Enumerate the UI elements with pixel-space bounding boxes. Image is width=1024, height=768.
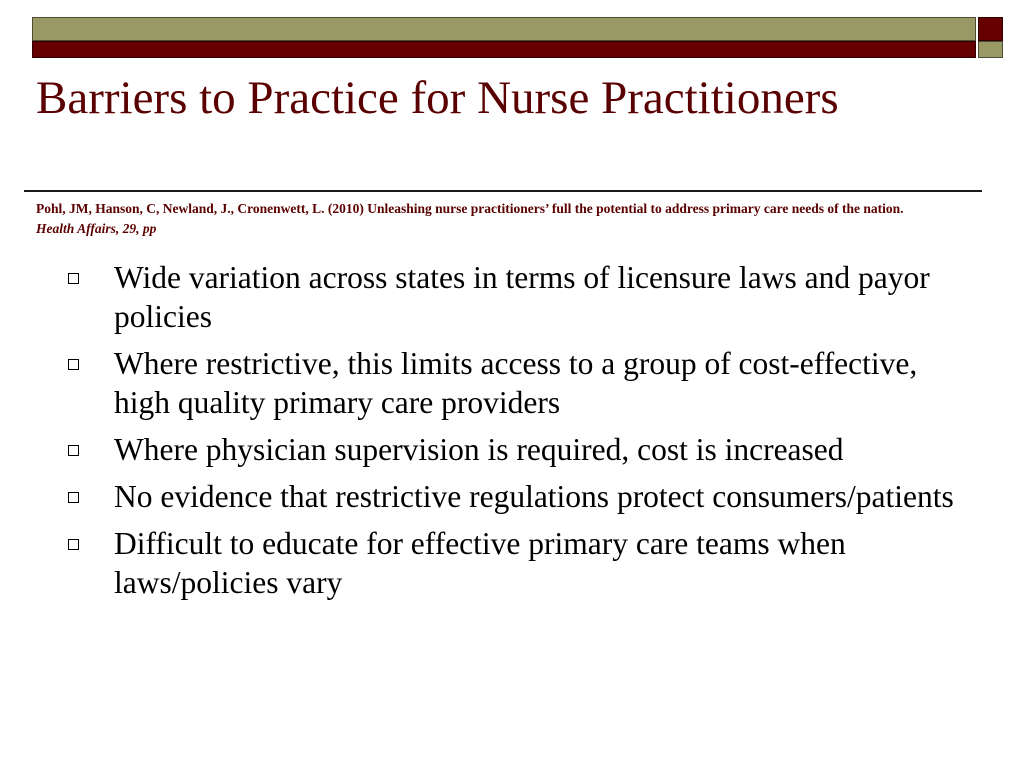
bullet-item — [62, 344, 962, 422]
hollow-square-icon — [68, 445, 79, 456]
bullet-text: Wide variation across states in terms of licensure laws and payor policies — [114, 260, 930, 334]
bullet-item — [62, 430, 962, 469]
slide-title: Barriers to Practice for Nurse Practitioners — [36, 72, 839, 124]
bullet-item — [62, 477, 962, 516]
title-divider — [24, 190, 982, 192]
hollow-square-icon — [68, 273, 79, 284]
corner-square-olive — [978, 41, 1003, 58]
citation — [36, 199, 936, 239]
bullet-text: Difficult to educate for effective primary care teams when laws/policies vary — [114, 526, 846, 600]
hollow-square-icon — [68, 492, 79, 503]
bullet-item — [62, 524, 962, 602]
bullet-text: No evidence that restrictive regulations protect consumers/patients — [114, 479, 954, 514]
hollow-square-icon — [68, 539, 79, 550]
bullet-item — [62, 258, 962, 336]
header-band-olive — [32, 17, 976, 41]
bullet-list — [62, 258, 962, 610]
citation-journal: Health Affairs, 29, pp — [36, 221, 157, 236]
bullet-text: Where restrictive, this limits access to a group of cost-effective, high quality primary care providers — [114, 346, 918, 420]
bullet-text: Where physician supervision is required, cost is increased — [114, 432, 844, 467]
citation-text: Pohl, JM, Hanson, C, Newland, J., Cronenwett, L. (2010) Unleashing nurse practitioners’ full the potential to address primary care needs of the nation. — [36, 201, 904, 216]
hollow-square-icon — [68, 359, 79, 370]
corner-square-maroon — [978, 17, 1003, 41]
header-band-maroon — [32, 41, 976, 58]
